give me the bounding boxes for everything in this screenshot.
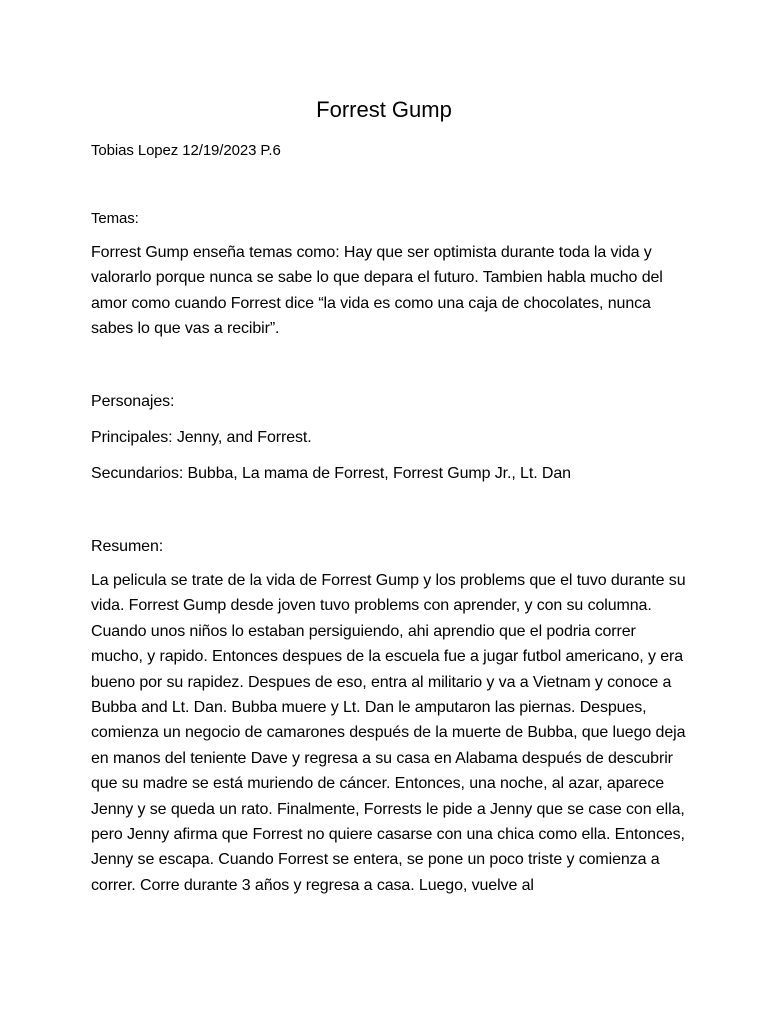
author-line: Tobias Lopez 12/19/2023 P.6 (91, 142, 281, 159)
document-title: Forrest Gump (316, 97, 452, 122)
personajes-heading: Personajes: (91, 393, 175, 410)
resumen-heading: Resumen: (91, 538, 164, 555)
secundarios-line: Secundarios: Bubba, La mama de Forrest, Forrest Gump Jr., Lt. Dan (91, 465, 571, 482)
temas-paragraph: Forrest Gump enseña temas como: Hay que ser optimista durante toda la vida y valorarlo porque nunca se sabe lo que depara el futuro. Tambien habla mucho del amor como cuando Forrest dice “la vida es como una caja de chocolates, nunca sabes lo que vas a recibir”. (91, 244, 663, 338)
principales-line: Principales: Jenny, and Forrest. (91, 429, 312, 446)
temas-heading: Temas: (91, 210, 139, 227)
resumen-paragraph: La pelicula se trate de la vida de Forrest Gump y los problems que el tuvo durante su vida. Forrest Gump desde joven tuvo problems con aprender, y con su columna. Cuando unos niños lo estaban persiguiendo, ahi aprendio que el podria correr mucho, y rapido. Entonces despues de la escuela fue a jugar futbol americano, y era bueno por su rapidez. Despues de eso, entra al militario y va a Vietnam y conoce a Bubba and Lt. Dan. Bubba muere y Lt. Dan le amputaron las piernas. Despues, comienza un negocio de camarones después de la muerte de Bubba, que luego deja en manos del teniente Dave y regresa a su casa en Alabama después de descubrir que su madre se está muriendo de cáncer. Entonces, una noche, al azar, aparece Jenny y se queda un rato. Finalmente, Forrests le pide a Jenny que se case con ella, pero Jenny afirma que Forrest no quiere casarse con una chica como ella. Entonces, Jenny se escapa. Cuando Forrest se entera, se pone un poco triste y comienza a correr. Corre durante 3 años y regresa a casa. Luego, vuelve al (91, 572, 686, 894)
